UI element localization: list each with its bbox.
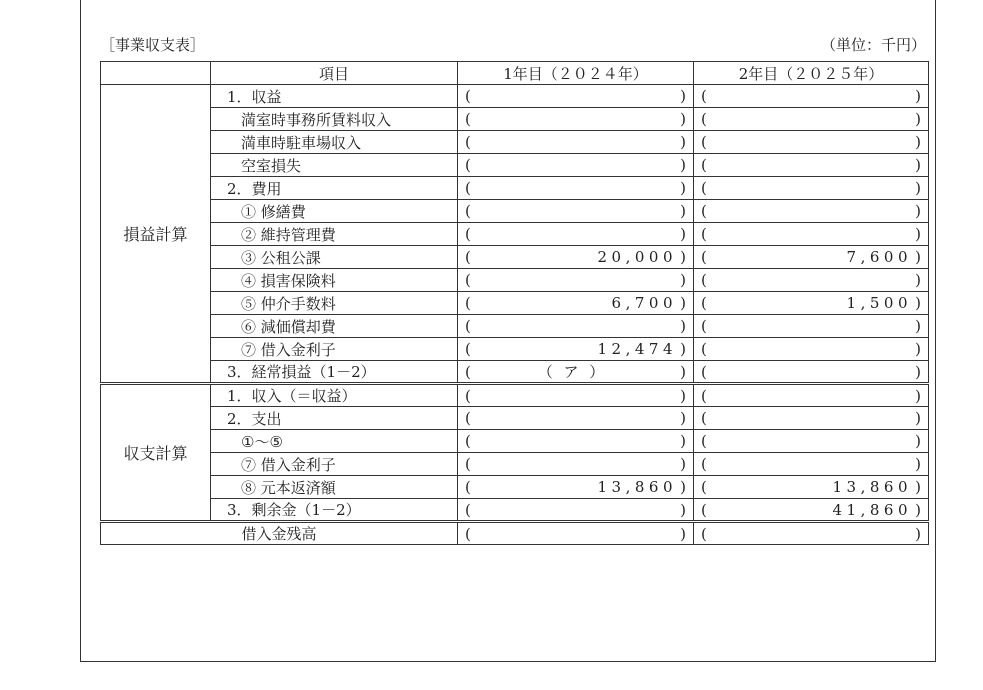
value-year1: ( （ ア ） ): [458, 361, 694, 384]
table-row: [101, 108, 929, 131]
value-year2: ( ): [694, 315, 929, 338]
item-label: 1．収益: [211, 85, 458, 108]
header-year2: 2年目（２０２５年）: [694, 62, 929, 85]
value-year1: ( ): [458, 315, 694, 338]
cash-flow-section: [101, 384, 929, 522]
item-label: 3．剰余金（1－2）: [211, 499, 458, 522]
value-year2: ( ): [694, 430, 929, 453]
balance-year1: ( ): [458, 522, 694, 545]
value-year2: ( ): [694, 223, 929, 246]
value-year2: ( ): [694, 269, 929, 292]
item-label: ⑥ 減価償却費: [211, 315, 458, 338]
balance-year2: ( ): [694, 522, 929, 545]
value-year2: ( ): [694, 177, 929, 200]
table-row: [101, 269, 929, 292]
header-year1: 1年目（２０２４年）: [458, 62, 694, 85]
item-label: 2．支出: [211, 407, 458, 430]
item-label: ①～⑤: [211, 430, 458, 453]
header-row: [101, 62, 929, 85]
table-row: [101, 522, 929, 545]
value-year1: ( 13,860 ): [458, 476, 694, 499]
value-year2: ( 7,600 ): [694, 246, 929, 269]
value-year2: ( ): [694, 85, 929, 108]
table-row: [101, 315, 929, 338]
item-label: ② 維持管理費: [211, 223, 458, 246]
value-year1: ( ): [458, 200, 694, 223]
table-row: [101, 476, 929, 499]
table-row: [101, 200, 929, 223]
item-label: 2．費用: [211, 177, 458, 200]
value-year1: ( ): [458, 430, 694, 453]
table-row: [101, 338, 929, 361]
value-year1: ( 6,700 ): [458, 292, 694, 315]
header-blank: [101, 62, 211, 85]
table-row: [101, 292, 929, 315]
table-row: [101, 154, 929, 177]
balance-label: 借入金残高: [101, 522, 458, 545]
value-year2: ( ): [694, 384, 929, 407]
item-label: ④ 損害保険料: [211, 269, 458, 292]
table-row: [101, 223, 929, 246]
table-row: [101, 177, 929, 200]
table-row: [101, 453, 929, 476]
table-row: [101, 430, 929, 453]
unit-label: （単位：千円）: [820, 36, 926, 54]
item-label: 空室損失: [211, 154, 458, 177]
table-row: [101, 499, 929, 522]
table-row: [101, 131, 929, 154]
value-year2: ( ): [694, 131, 929, 154]
value-year1: ( ): [458, 223, 694, 246]
item-label: 3．経常損益（1－2）: [211, 361, 458, 384]
value-year2: ( ): [694, 108, 929, 131]
value-year1: ( 12,474 ): [458, 338, 694, 361]
value-year2: ( 13,860 ): [694, 476, 929, 499]
value-year2: ( ): [694, 361, 929, 384]
table-row: [101, 384, 929, 407]
table-row: [101, 85, 929, 108]
value-year1: ( ): [458, 177, 694, 200]
item-label: ⑦ 借入金利子: [211, 453, 458, 476]
item-label: 1．収入（＝収益）: [211, 384, 458, 407]
item-label: 満室時事務所賃料収入: [211, 108, 458, 131]
table-row: [101, 246, 929, 269]
value-year1: ( 20,000 ): [458, 246, 694, 269]
group-label: 損益計算: [101, 85, 211, 384]
table-row: [101, 361, 929, 384]
item-label: ③ 公租公課: [211, 246, 458, 269]
business-balance-table: [100, 61, 929, 545]
table-title: ［事業収支表］: [100, 36, 206, 54]
value-year2: ( ): [694, 200, 929, 223]
value-year1: ( ): [458, 407, 694, 430]
value-year1: ( ): [458, 269, 694, 292]
value-year1: ( ): [458, 108, 694, 131]
value-year2: ( 1,500 ): [694, 292, 929, 315]
value-year1: ( ): [458, 499, 694, 522]
item-label: ① 修繕費: [211, 200, 458, 223]
value-year2: ( 41,860 ): [694, 499, 929, 522]
value-year1: ( ): [458, 85, 694, 108]
value-year2: ( ): [694, 154, 929, 177]
value-year1: ( ): [458, 154, 694, 177]
value-year1: ( ): [458, 453, 694, 476]
value-year1: ( ): [458, 131, 694, 154]
item-label: ⑧ 元本返済額: [211, 476, 458, 499]
item-label: ⑦ 借入金利子: [211, 338, 458, 361]
value-year1: ( ): [458, 384, 694, 407]
value-year2: ( ): [694, 407, 929, 430]
balance-section: [101, 522, 929, 545]
value-year2: ( ): [694, 453, 929, 476]
group-label: 収支計算: [101, 384, 211, 522]
value-year2: ( ): [694, 338, 929, 361]
profit-loss-section: [101, 85, 929, 384]
item-label: ⑤ 仲介手数料: [211, 292, 458, 315]
header-item: 項目: [211, 62, 458, 85]
table-row: [101, 407, 929, 430]
item-label: 満車時駐車場収入: [211, 131, 458, 154]
